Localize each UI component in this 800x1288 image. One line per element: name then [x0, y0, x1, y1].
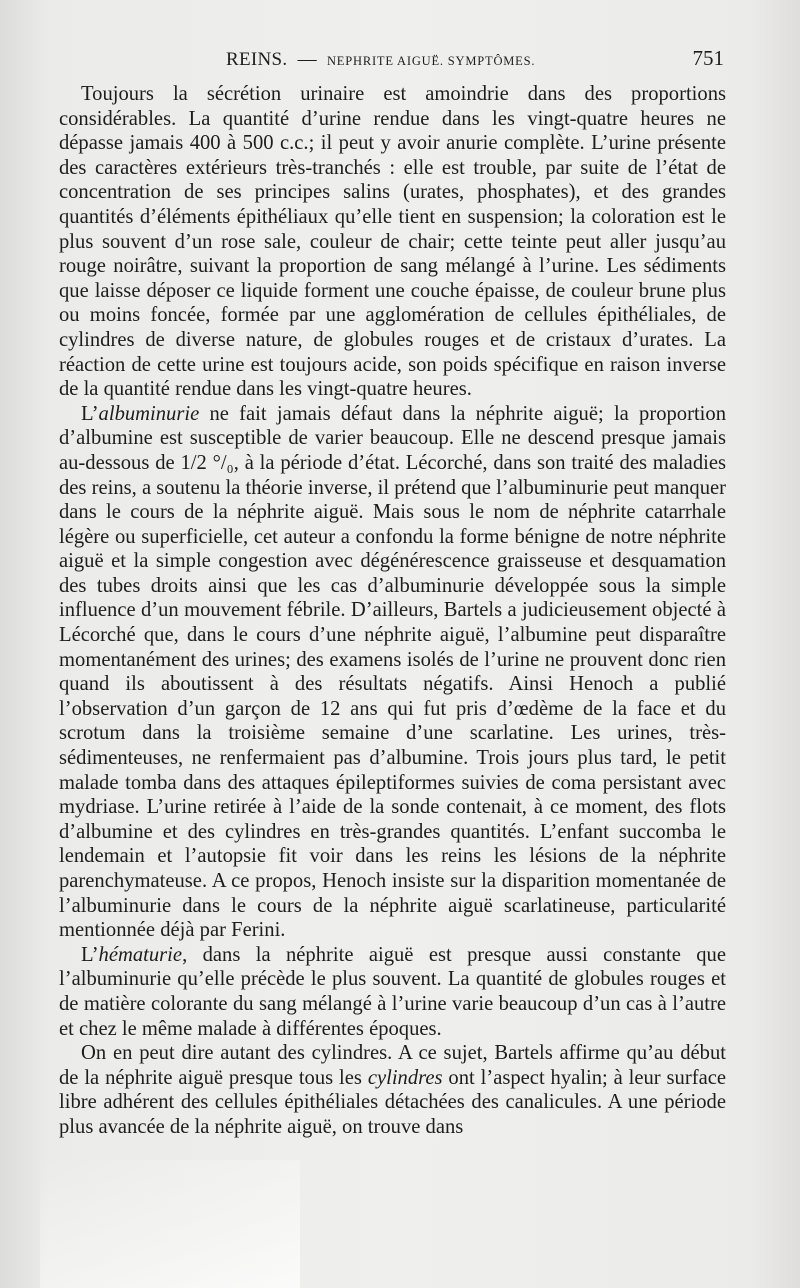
page-number: 751: [692, 46, 724, 70]
paragraph-lead: L’: [81, 943, 99, 966]
paragraph-urine: Toujours la sécrétion urinaire est amoindrie dans des proportions considérables. La quantité d’urine rendue dans les vingt-quatre heures ne dépasse jamais 400 à 500 c.c.; il peut y avoir anurie complète. L’urine présente des caractères extérieurs très-tranchés : elle est trouble, par suite de l’état de concentration de ses principes salins (urates, phosphates), et des grandes quantités d’éléments épithéliaux qu’elle tient en suspension; la coloration est le plus souvent d’un rose sale, couleur de chair; cette teinte peut aller jusqu’au rouge noirâtre, suivant la proportion de sang mélangé à l’urine. Les sédiments que laisse déposer ce liquide forment une couche épaisse, de couleur brune plus ou moins foncée, formée par une agglomération de cellules épithéliales, de cylindres de diverse nature, de globules rouges et de cristaux d’urates. La réaction de cette urine est toujours acide, son poids spécifique en raison inverse de la quantité rendue dans les vingt-quatre heures.: [59, 83, 726, 401]
running-title-sub: NEPHRITE AIGUË. SYMPTÔMES.: [326, 54, 536, 68]
running-header: [226, 46, 724, 76]
paragraph-lead: On en peut dire autant des cylindres. A ce sujet, Bartels affirme qu’au début de la néphrite aiguë presque tous les: [59, 1042, 726, 1089]
page-fold-shading: [40, 1160, 300, 1288]
paragraph-lead: L’: [81, 402, 99, 425]
term-cylindres: cylindres: [367, 1066, 443, 1089]
running-title: [226, 49, 535, 71]
body-text: [59, 82, 726, 1140]
running-title-main: REINS.: [226, 49, 288, 70]
paragraph-rest: ne fait jamais défaut dans la néphrite aiguë; la proportion d’albumine est susceptible de varier beaucoup. Elle ne descend presque jamais au-dessous de 1/2 °/₀, à la période d’état. Lécorché, dans son traité des maladies des reins, a soutenu la théorie inverse, il prétend que l’albuminurie peut manquer dans le cours de la néphrite aiguë. Mais sous le nom de néphrite catarrhale légère ou superficielle, cet auteur a confondu la forme bénigne de notre néphrite aiguë et la simple congestion avec dégénérescence graisseuse et desquamation des tubes droits ainsi que les cas d’albuminurie développée sous la simple influence d’un mouvement fébrile. D’ailleurs, Bartels a judicieusement objecté à Lécorché que, dans le cours d’une néphrite aiguë, l’albumine peut disparaître momentanément des urines; des examens isolés de l’urine ne prouvent donc rien quand ils aboutissent à des résultats négatifs. Ainsi Henoch a publié l’observation d’un garçon de 12 ans qui fut pris d’œdème de la face et du scrotum dans la troisième semaine d’une scarlatine. Les urines, très-sédimenteuses, ne renfermaient pas d’albumine. Trois jours plus tard, le petit malade tomba dans des attaques épileptiformes suivies de coma persistant avec mydriase. L’urine retirée à l’aide de la sonde contenait, à ce moment, des flots d’albumine et des cylindres en très-grandes quantités. L’enfant succomba le lendemain et l’autopsie fit voir dans les reins les lésions de la néphrite parenchymateuse. A ce propos, Henoch insiste sur la disparition momentanée de l’albuminurie dans le cours de la néphrite aiguë scarlatineuse, particularité mentionnée déjà par Ferini.: [59, 402, 726, 942]
paragraph-albuminurie: [59, 402, 726, 943]
paragraph-hematurie: [59, 943, 726, 1041]
paragraph-cylindres: [59, 1041, 726, 1139]
term-albuminurie: albuminurie: [98, 402, 200, 425]
paragraph-rest: , dans la néphrite aiguë est presque aussi constante que l’albuminurie qu’elle précède le plus souvent. La quantité de globules rouges et de matière colorante du sang mélangé à l’urine varie beaucoup d’un cas à l’autre et chez le même malade à différentes époques.: [59, 943, 726, 1040]
running-title-dash: —: [297, 49, 317, 70]
term-hematurie: hématurie: [98, 943, 183, 966]
paragraph-rest: ont l’aspect hyalin; à leur surface libre adhérent des cellules épithéliales détachées des canalicules. A une période plus avancée de la néphrite aiguë, on trouve dans: [59, 1066, 726, 1138]
